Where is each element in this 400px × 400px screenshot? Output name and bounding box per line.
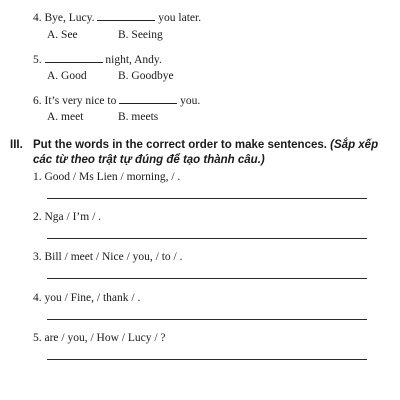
instruction-english: Put the words in the correct order to make sentences. [33,139,327,151]
reorder-item-5: 5. are / you, / How / Lucy / ? [33,332,166,344]
question-text-after: you. [180,95,201,107]
reorder-item-3: 3. Bill / meet / Nice / you, / to / . [33,251,183,263]
question-number: 4. [33,12,42,24]
option-a[interactable]: A. meet [47,111,84,123]
reorder-item-4: 4. you / Fine, / thank / . [33,292,141,304]
section-instruction [33,138,393,168]
answer-blank[interactable] [97,10,155,21]
option-a[interactable]: A. Good [47,70,87,82]
question-text-before: It’s very nice to [44,95,117,107]
question-number: 5. [33,54,42,66]
answer-line-4[interactable] [47,319,367,320]
reorder-item-1: 1. Good / Ms Lien / morning, / . [33,171,181,183]
question-text-after: you later. [158,12,202,24]
section-number: III. [10,139,23,151]
reorder-item-2: 2. Nga / I’m / . [33,211,102,223]
option-b[interactable]: B. meets [118,111,159,123]
option-a[interactable]: A. See [47,29,78,41]
question-number: 6. [33,95,42,107]
question-6 [33,93,200,108]
question-4 [33,10,201,25]
option-b[interactable]: B. Goodbye [118,70,174,82]
question-5 [33,52,162,67]
question-text-before: Bye, Lucy. [44,12,95,24]
answer-line-2[interactable] [47,238,367,239]
answer-blank[interactable] [119,93,177,104]
answer-line-3[interactable] [47,278,367,279]
option-b[interactable]: B. Seeing [118,29,163,41]
answer-line-5[interactable] [47,359,367,360]
answer-line-1[interactable] [47,198,367,199]
question-text-after: night, Andy. [105,54,162,66]
answer-blank[interactable] [45,52,103,63]
instruction-vietnamese: (Sắp xếp các từ theo trật tự đúng để tạo thành câu.) [33,139,379,166]
